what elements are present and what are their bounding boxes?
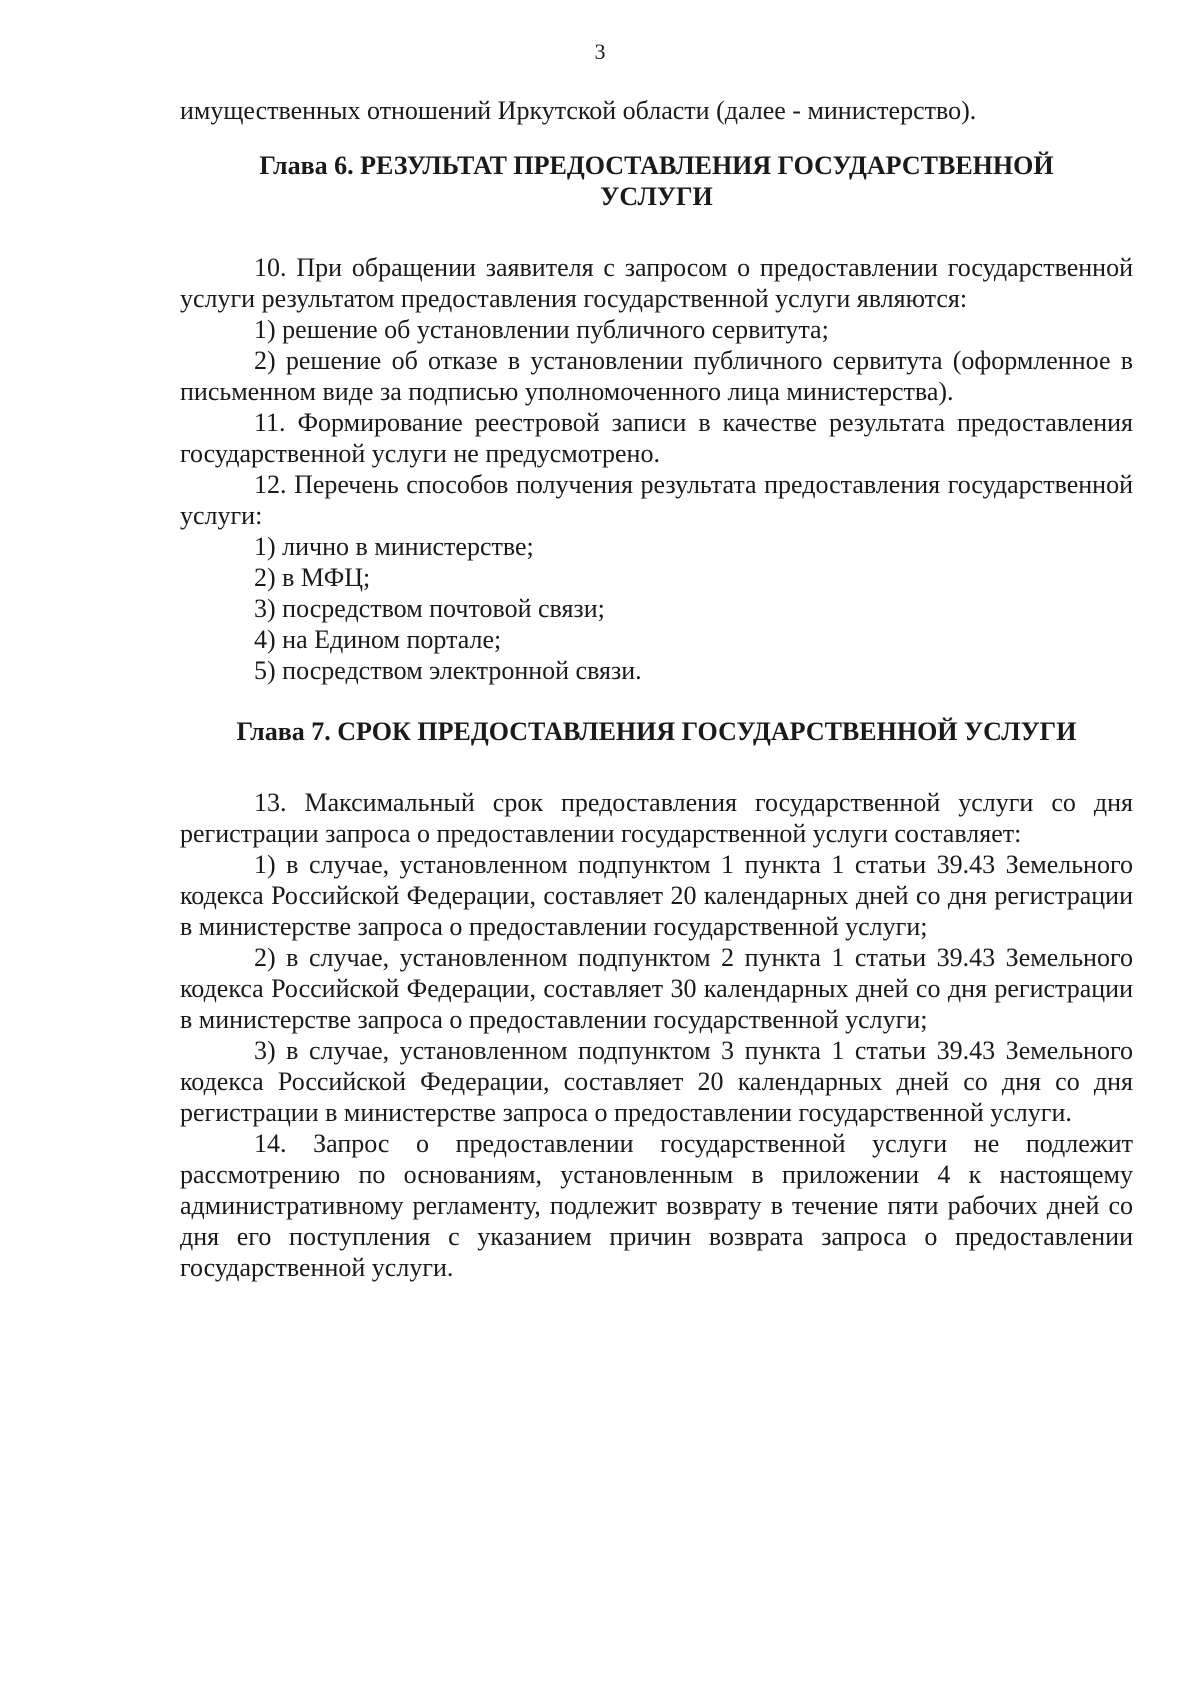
paragraph-12-item: 5) посредством электронной связи.	[254, 656, 642, 685]
paragraph-12: 12. Перечень способов получения результата предоставления государственной услуги:	[180, 470, 1133, 530]
paragraph-13-item: 2) в случае, установленном подпунктом 2 пункта 1 статьи 39.43 Земельного кодекса Российской Федерации, составляет 30 календарных дней со дня регистрации в министерстве запроса о предоставлении государственной услуги;	[180, 943, 1133, 1034]
chapter-6-title-line-2: УСЛУГИ	[600, 182, 713, 211]
chapter-7-heading: Глава 7. СРОК ПРЕДОСТАВЛЕНИЯ ГОСУДАРСТВЕННОЙ УСЛУГИ	[236, 717, 1077, 746]
chapter-6-title-line-1: Глава 6. РЕЗУЛЬТАТ ПРЕДОСТАВЛЕНИЯ ГОСУДАРСТВЕННОЙ	[259, 151, 1054, 180]
paragraph-14: 14. Запрос о предоставлении государственной услуги не подлежит рассмотрению по основаниям, установленным в приложении 4 к настоящему административному регламенту, подлежит возврату в течение пяти рабочих дней со дня его поступления с указанием причин возврата запроса о предоставлении государственной услуги.	[180, 1129, 1133, 1282]
paragraph-12-item: 4) на Едином портале;	[254, 625, 502, 654]
paragraph-13-item: 1) в случае, установленном подпунктом 1 пункта 1 статьи 39.43 Земельного кодекса Российской Федерации, составляет 20 календарных дней со дня регистрации в министерстве запроса о предоставлении государственной услуги;	[180, 850, 1133, 941]
paragraph-10: 10. При обращении заявителя с запросом о предоставлении государственной услуги результатом предоставления государственной услуги являются:	[180, 253, 1133, 313]
paragraph-10-item: 1) решение об установлении публичного сервитута;	[254, 315, 829, 344]
paragraph-12-item: 2) в МФЦ;	[254, 563, 371, 592]
chapter-6-heading	[180, 150, 1133, 212]
page-number: 3	[594, 39, 606, 64]
paragraph-10-item: 2) решение об отказе в установлении публичного сервитута (оформленное в письменном виде за подписью уполномоченного лица министерства).	[180, 346, 1133, 406]
paragraph-12-item: 1) лично в министерстве;	[254, 532, 534, 561]
paragraph-11: 11. Формирование реестровой записи в качестве результата предоставления государственной услуги не предусмотрено.	[180, 408, 1133, 468]
paragraph-12-item: 3) посредством почтовой связи;	[254, 594, 605, 623]
paragraph-13-item: 3) в случае, установленном подпунктом 3 пункта 1 статьи 39.43 Земельного кодекса Российской Федерации, составляет 20 календарных дней со дня со дня регистрации в министерстве запроса о предоставлении государственной услуги.	[180, 1036, 1133, 1127]
intro-line: имущественных отношений Иркутской области (далее - министерство).	[180, 96, 977, 125]
document-body	[180, 95, 1133, 1283]
paragraph-13: 13. Максимальный срок предоставления государственной услуги со дня регистрации запроса о предоставлении государственной услуги составляет:	[180, 788, 1133, 848]
